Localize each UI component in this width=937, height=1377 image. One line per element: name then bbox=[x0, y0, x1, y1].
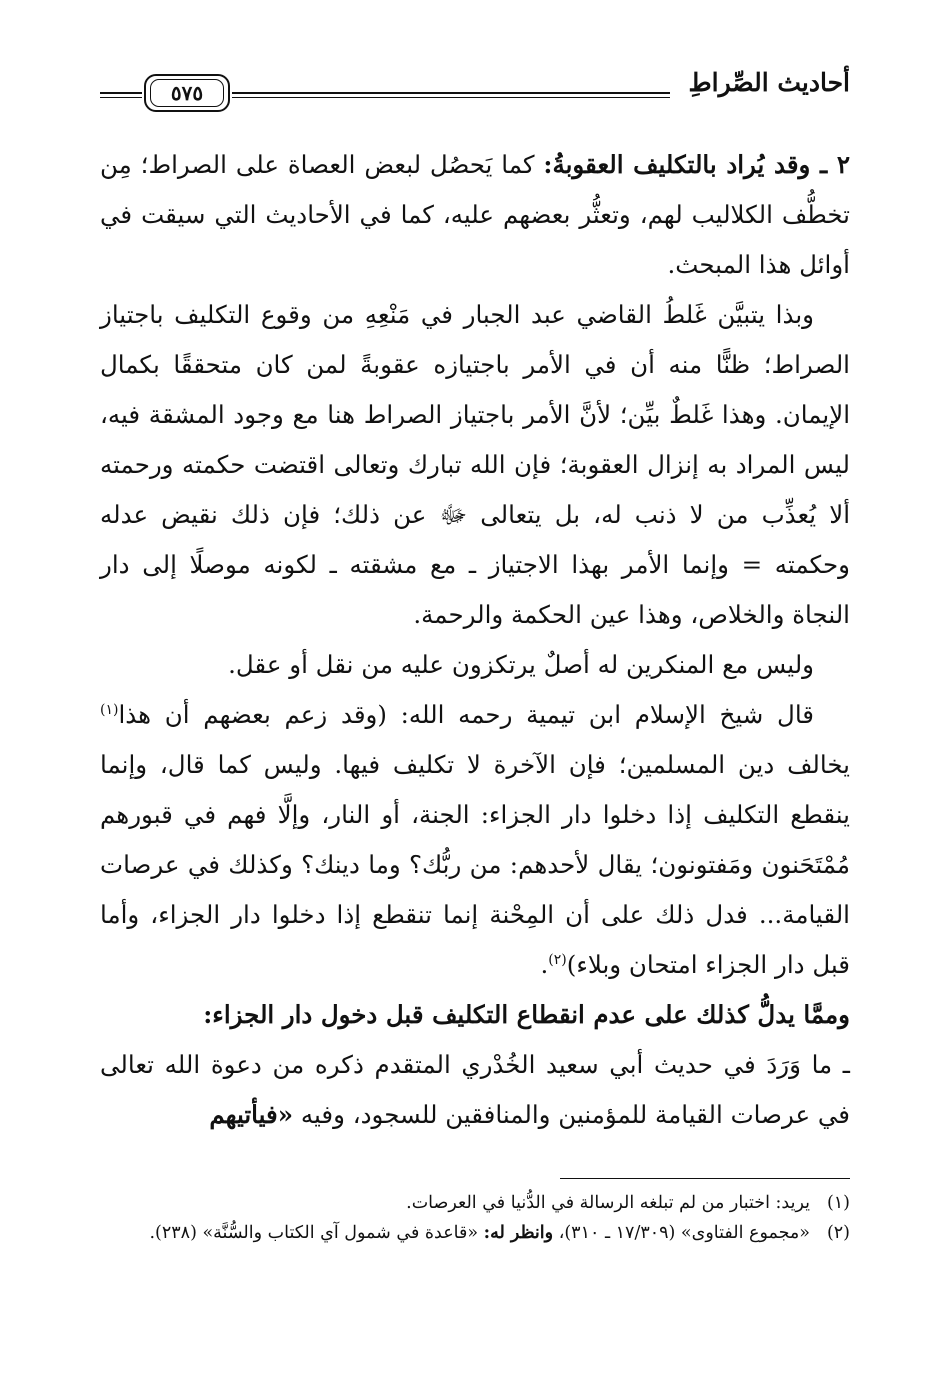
footnote-separator bbox=[560, 1178, 850, 1179]
paragraph-1 bbox=[100, 140, 850, 290]
paragraph-4 bbox=[100, 690, 850, 990]
page-number: ٥٧٥ bbox=[150, 79, 224, 107]
footnote-ref-1: (١) bbox=[100, 701, 119, 718]
footnote-1-number: (١) bbox=[826, 1193, 850, 1213]
paragraph-4-text-a: قال شيخ الإسلام ابن تيمية رحمه الله: (وقد زعم بعضهم أن هذا bbox=[118, 700, 814, 729]
footnote-1 bbox=[100, 1188, 850, 1218]
page-number-badge bbox=[144, 74, 230, 112]
paragraph-4-text-c: . bbox=[540, 950, 549, 979]
paragraph-5-bold-tail: «فيأتيهم bbox=[209, 1100, 294, 1129]
header-rule-right bbox=[232, 92, 670, 98]
footnote-2 bbox=[100, 1218, 850, 1248]
paragraph-2: وبذا يتبيَّن غَلطُ القاضي عبد الجبار في مَنْعِهِ من وقوع التكليف باجتياز الصراط؛ ظنًّا منه أن في الأمر باجتيازه عقوبةً لمن كان متحققًا بكمال الإيمان. وهذا غَلطٌ بيِّن؛ لأنَّ الأمر باجتياز الصراط هنا مع وجود المشقة فيه، ليس المراد به إنزال العقوبة؛ فإن الله تبارك وتعالى اقتضت حكمته ورحمته ألا يُعذِّب من لا ذنب له، بل يتعالى ﷻ عن ذلك؛ فإن ذلك نقيض عدله وحكمته = وإنما الأمر بهذا الاجتياز ـ مع مشقته ـ لكونه موصلًا إلى دار النجاة والخلاص، وهذا عين الحكمة والرحمة. bbox=[100, 300, 850, 629]
footnote-2-bold: وانظر له: bbox=[483, 1223, 554, 1243]
section-heading: وممَّا يدلُّ كذلك على عدم انقطاع التكليف قبل دخول دار الجزاء: bbox=[203, 1000, 850, 1029]
paragraph-5 bbox=[100, 1040, 850, 1140]
paragraph-1-lead: ٢ ـ وقد يُراد بالتكليف العقوبةُ: bbox=[543, 150, 850, 179]
paragraph-4-text-b: يخالف دين المسلمين؛ فإن الآخرة لا تكليف فيها. وليس كما قال، وإنما ينقطع التكليف إذا دخلوا دار الجزاء: الجنة، أو النار، وإلَّا فهم في قبورهم مُمْتَحَنون ومَفتونون؛ يقال لأحدهم: من ربُّك؟ وما دينك؟ وكذلك في عرصات القيامة... فدل ذلك على أن المِحْنة إنما تنقطع إذا دخلوا دار الجزاء، وأما قبل دار الجزاء امتحان وبلاء) bbox=[100, 750, 850, 979]
paragraph-1-text: كما يَحصُل لبعض العصاة على الصراط؛ مِن تخطُّف الكلاليب لهم، وتعثُّر بعضهم عليه، كما في الأحاديث التي سيقت في أوائل هذا المبحث. bbox=[100, 150, 850, 279]
footnote-2-text-a: «مجموع الفتاوى» (١٧/٣٠٩ ـ ٣١٠)، bbox=[553, 1223, 810, 1243]
paragraph-3: وليس مع المنكرين له أصلٌ يرتكزون عليه من نقل أو عقل. bbox=[228, 650, 814, 679]
page-header bbox=[100, 62, 850, 120]
header-rule-left bbox=[100, 92, 142, 98]
main-text bbox=[100, 140, 850, 1140]
footnote-1-text: يريد: اختبار من لم تبلغه الرسالة في الدُّنيا في العرصات. bbox=[406, 1193, 810, 1213]
footnote-2-number: (٢) bbox=[826, 1223, 850, 1243]
running-title: أحاديث الصِّراطِ bbox=[688, 68, 850, 97]
footnote-ref-2: (٢) bbox=[548, 951, 567, 968]
footnote-2-text-b: «قاعدة في شمول آي الكتاب والسُّنَّة» (٢٣٨). bbox=[149, 1223, 484, 1243]
paragraph-5-text: ـ ما وَرَدَ في حديث أبي سعيد الخُدْري المتقدم ذكره من دعوة الله تعالى في عرصات القيامة للمؤمنين والمنافقين للسجود، وفيه bbox=[100, 1050, 850, 1129]
footnotes bbox=[100, 1188, 850, 1248]
